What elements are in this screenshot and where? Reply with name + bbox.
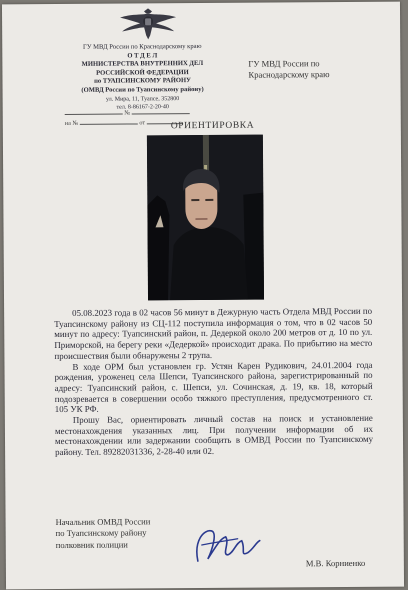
signatory-name: М.В. Корниенко	[305, 557, 366, 569]
letterhead-ministry: МИНИСТЕРСТВА ВНУТРЕННИХ ДЕЛ	[81, 60, 204, 69]
reference-number-label: на №	[64, 119, 79, 127]
suspect-photo	[147, 135, 264, 301]
document-sheet	[2, 2, 404, 590]
reference-line	[65, 117, 183, 127]
reference-from-label: от	[139, 119, 146, 127]
signatory-position	[56, 516, 166, 551]
body-paragraph-request: Прошу Вас, ориентировать личный состав на поиск и установление местонахождения указанных лиц. При получении информации об их местонахождении или задержании сообщить в ОМВД России по Туапсинскому району. Тел. 89282031336, 2-28-40 или 02.	[54, 412, 374, 458]
document-title: ОРИЕНТИРОВКА	[170, 120, 255, 132]
letterhead-address: ул. Мира, 11, Туапсе, 352800	[105, 95, 180, 103]
suspect-photo-image	[147, 135, 264, 301]
document-body	[54, 306, 373, 458]
registration-line	[65, 107, 190, 117]
letterhead-short-name: (ОМВД России по Туапсинскому району)	[81, 85, 204, 94]
letterhead-federation: РОССИЙСКОЙ ФЕДЕРАЦИИ	[96, 68, 189, 77]
body-paragraph-incident: 05.08.2023 года в 02 часов 56 минут в Дежурную часть Отдела МВД России по Туапсинскому району из СЦ-112 поступила информация о том, что в 02 часов 50 минут по адресу: Туапсинский район, п. Дедеркой около 200 метров от д. 10 по ул. Приморской, на берегу реки «Дедеркой» происходит драка. По прибытию на место происшествия были обнаружены 2 трупа.	[54, 305, 373, 361]
letterhead-department: О Т Д Е Л	[127, 51, 158, 60]
letterhead-phone: тел. 8-86167-2-20-40	[116, 104, 169, 111]
reg-number-label: №	[124, 109, 131, 117]
letterhead	[50, 43, 234, 113]
addressee	[248, 58, 378, 81]
signatory-line-2: по Туапсинскому району	[55, 527, 147, 539]
signatory-line-1: Начальник ОМВД России	[55, 516, 151, 528]
addressee-line-2: Краснодарскому краю	[248, 69, 330, 80]
mvd-emblem-icon	[114, 7, 182, 41]
signatory-line-3: полковник полиции	[55, 539, 128, 550]
body-paragraph-suspect: В ходе ОРМ был установлен гр. Устян Карен Рудикович, 24.01.2004 года рождения, уроженец села Шепси, Туапсинского района, зарегистрированный по адресу: Туапсинский район, с. Шепси, ул. Сочинская, д. 19, кв. 18, который подозревается в совершении особо тяжкого преступления, предусмотренного ст. 105 УК РФ.	[54, 359, 373, 415]
addressee-line-1: ГУ МВД России по	[248, 58, 320, 69]
handwritten-signature	[192, 521, 264, 572]
letterhead-parent-org: ГУ МВД России по Краснодарскому краю	[82, 43, 202, 51]
letterhead-district: по ТУАПСИНСКОМУ РАЙОНУ	[94, 77, 191, 86]
